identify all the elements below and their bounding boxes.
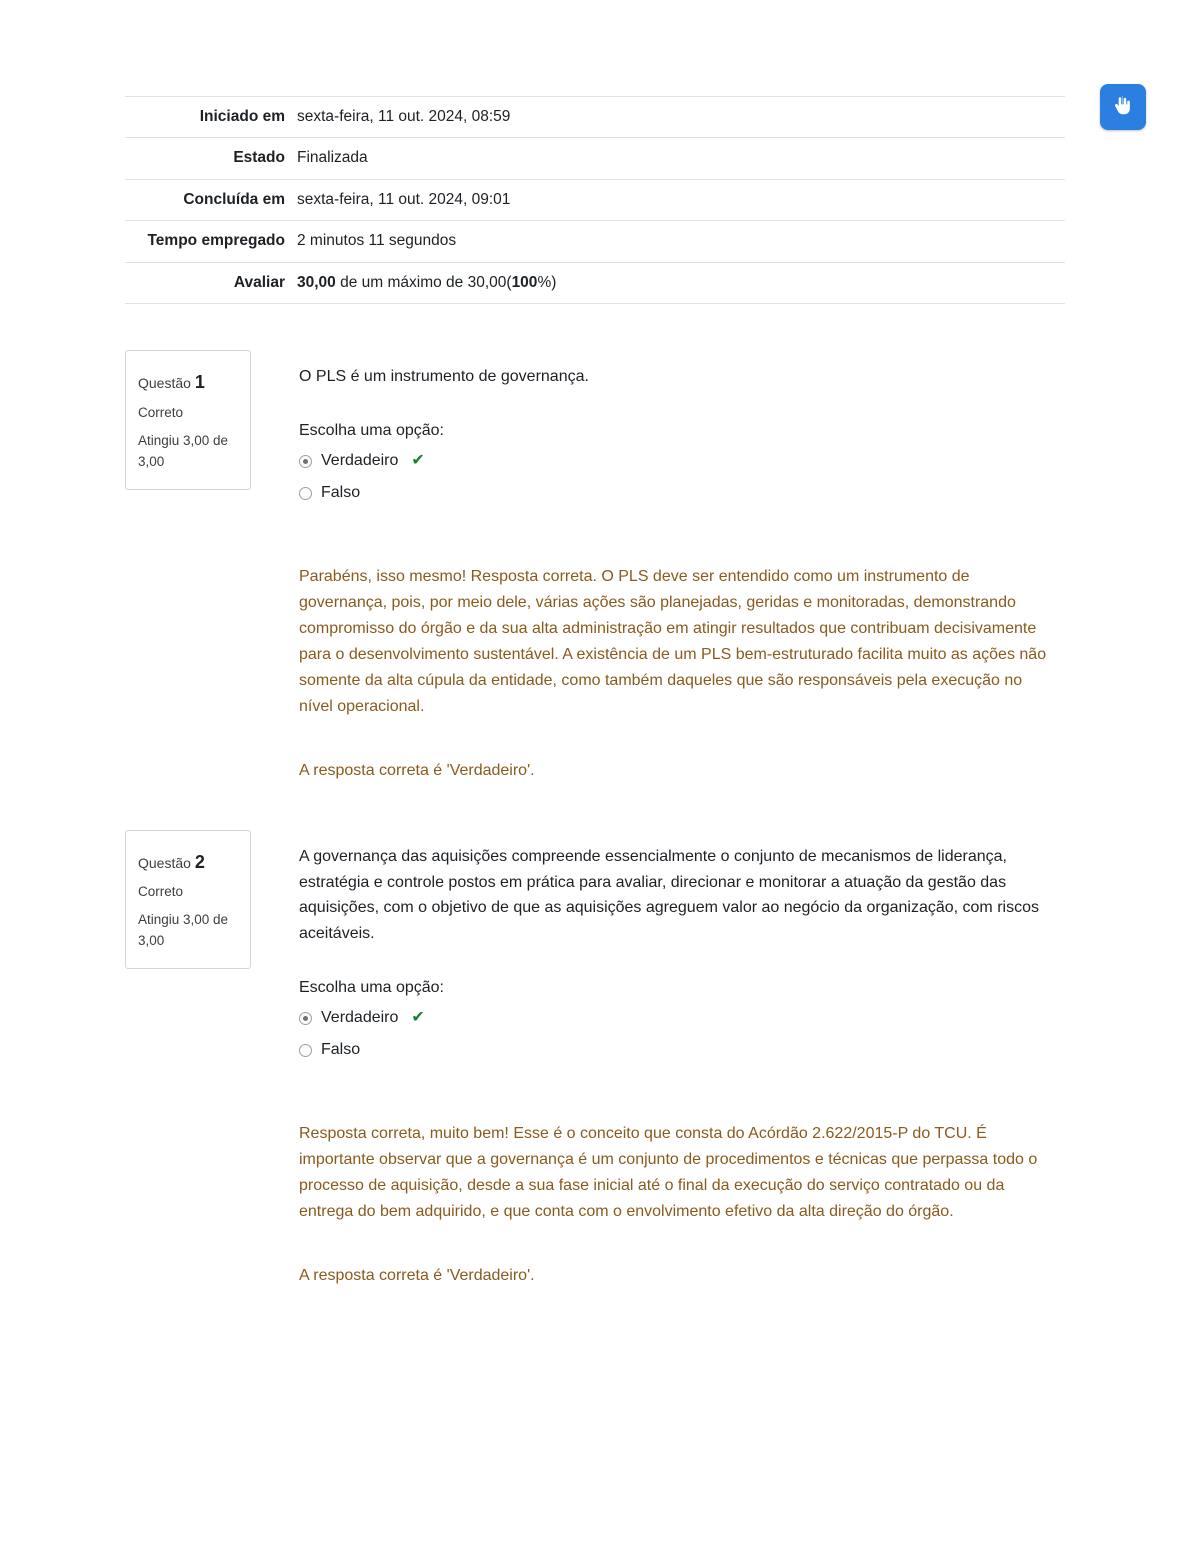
answer-prompt: Escolha uma opção: <box>299 422 444 440</box>
table-row <box>125 97 1065 138</box>
question-body-1 <box>251 350 1065 783</box>
question-word: Questão <box>138 375 191 392</box>
accessibility-toolbar-button[interactable] <box>1100 84 1146 130</box>
question-text: O PLS é um instrumento de governança. <box>299 368 589 386</box>
answer-label: Falso <box>321 1041 361 1059</box>
radio-button-true[interactable] <box>299 455 312 468</box>
answer-list <box>299 452 1065 502</box>
question-block-2 <box>125 830 1065 1289</box>
question-number-line <box>138 845 238 879</box>
table-row <box>125 179 1065 220</box>
radio-button-true[interactable] <box>299 1012 312 1025</box>
grade-percent: 100 <box>511 273 538 291</box>
answer-option-false[interactable] <box>299 1041 1065 1059</box>
question-state: Correto <box>138 883 184 899</box>
quiz-review-page <box>125 0 1065 1289</box>
table-row <box>125 138 1065 179</box>
answer-option-true[interactable] <box>299 1009 1065 1027</box>
question-body-2 <box>251 830 1065 1289</box>
question-text: A governança das aquisições compreende essencialmente o conjunto de mecanismos de liderança, estratégia e controle postos em prática para avaliar, direcionar e monitorar a atuação da gestão das aquisições, com o objetivo de que as aquisições agreguem valor ao negócio da organização, com riscos aceitáveis. <box>299 847 1039 943</box>
question-word: Questão <box>138 854 191 871</box>
answer-option-true[interactable] <box>299 452 1065 470</box>
answer-label: Falso <box>321 484 361 502</box>
summary-label: Tempo empregado <box>147 232 285 250</box>
summary-value: 2 minutos 11 segundos <box>297 232 457 250</box>
question-right-answer: A resposta correta é 'Verdadeiro'. <box>299 1266 535 1284</box>
question-block-1 <box>125 350 1065 783</box>
question-state: Correto <box>138 404 184 420</box>
radio-button-false[interactable] <box>299 487 312 500</box>
question-number: 1 <box>194 372 205 393</box>
summary-value: Finalizada <box>297 149 368 167</box>
attempt-summary-table <box>125 96 1065 304</box>
check-mark-icon: ✔ <box>411 1009 425 1027</box>
summary-label: Iniciado em <box>199 108 285 125</box>
summary-label: Estado <box>233 149 285 167</box>
grade-suffix: %) <box>537 273 557 291</box>
question-feedback: Resposta correta, muito bem! Esse é o conceito que consta do Acórdão 2.622/2015-P do TCU. É importante observar que a governança é um conjunto de procedimentos e técnicas que perpassa todo o processo de aquisição, desde a sua fase inicial até o final da execução do serviço contratado ou da entrega do bem adquirido, e que conta com o envolvimento efetivo da alta direção do órgão. <box>299 1125 1038 1220</box>
grade-points: 30,00 <box>297 273 336 291</box>
answer-label: Verdadeiro <box>321 452 399 470</box>
question-info-2 <box>125 830 251 970</box>
radio-button-false[interactable] <box>299 1044 312 1057</box>
summary-value: sexta-feira, 11 out. 2024, 08:59 <box>297 108 511 125</box>
question-number-line <box>138 365 238 399</box>
summary-value: sexta-feira, 11 out. 2024, 09:01 <box>297 190 511 208</box>
question-right-answer: A resposta correta é 'Verdadeiro'. <box>299 761 535 779</box>
question-number: 2 <box>194 851 205 872</box>
accessibility-hand-icon <box>1110 94 1136 120</box>
answer-option-false[interactable] <box>299 484 1065 502</box>
question-feedback: Parabéns, isso mesmo! Resposta correta. O PLS deve ser entendido como um instrumento de governança, pois, por meio dele, várias ações são planejadas, geridas e monitoradas, demonstrando compromisso do órgão e da sua alta administração em atingir resultados que contribuam decisivamente para o desenvolvimento sustentável. A existência de um PLS bem-estruturado facilita muito as ações não somente da alta cúpula da entidade, como também daqueles que são responsáveis pela execução no nível operacional. <box>299 568 1047 715</box>
question-marks: Atingiu 3,00 de 3,00 <box>138 912 229 949</box>
answer-prompt: Escolha uma opção: <box>299 979 444 997</box>
table-row <box>125 221 1065 262</box>
table-row-grade <box>125 262 1065 303</box>
check-mark-icon: ✔ <box>411 452 425 470</box>
question-info-1 <box>125 350 251 490</box>
answer-label: Verdadeiro <box>321 1009 399 1027</box>
summary-label: Concluída em <box>183 190 285 208</box>
answer-list <box>299 1009 1065 1059</box>
grade-value-cell <box>297 262 1065 303</box>
grade-middle-text: de um máximo de 30,00( <box>335 273 512 291</box>
grade-label: Avaliar <box>233 273 285 291</box>
question-marks: Atingiu 3,00 de 3,00 <box>138 433 229 470</box>
